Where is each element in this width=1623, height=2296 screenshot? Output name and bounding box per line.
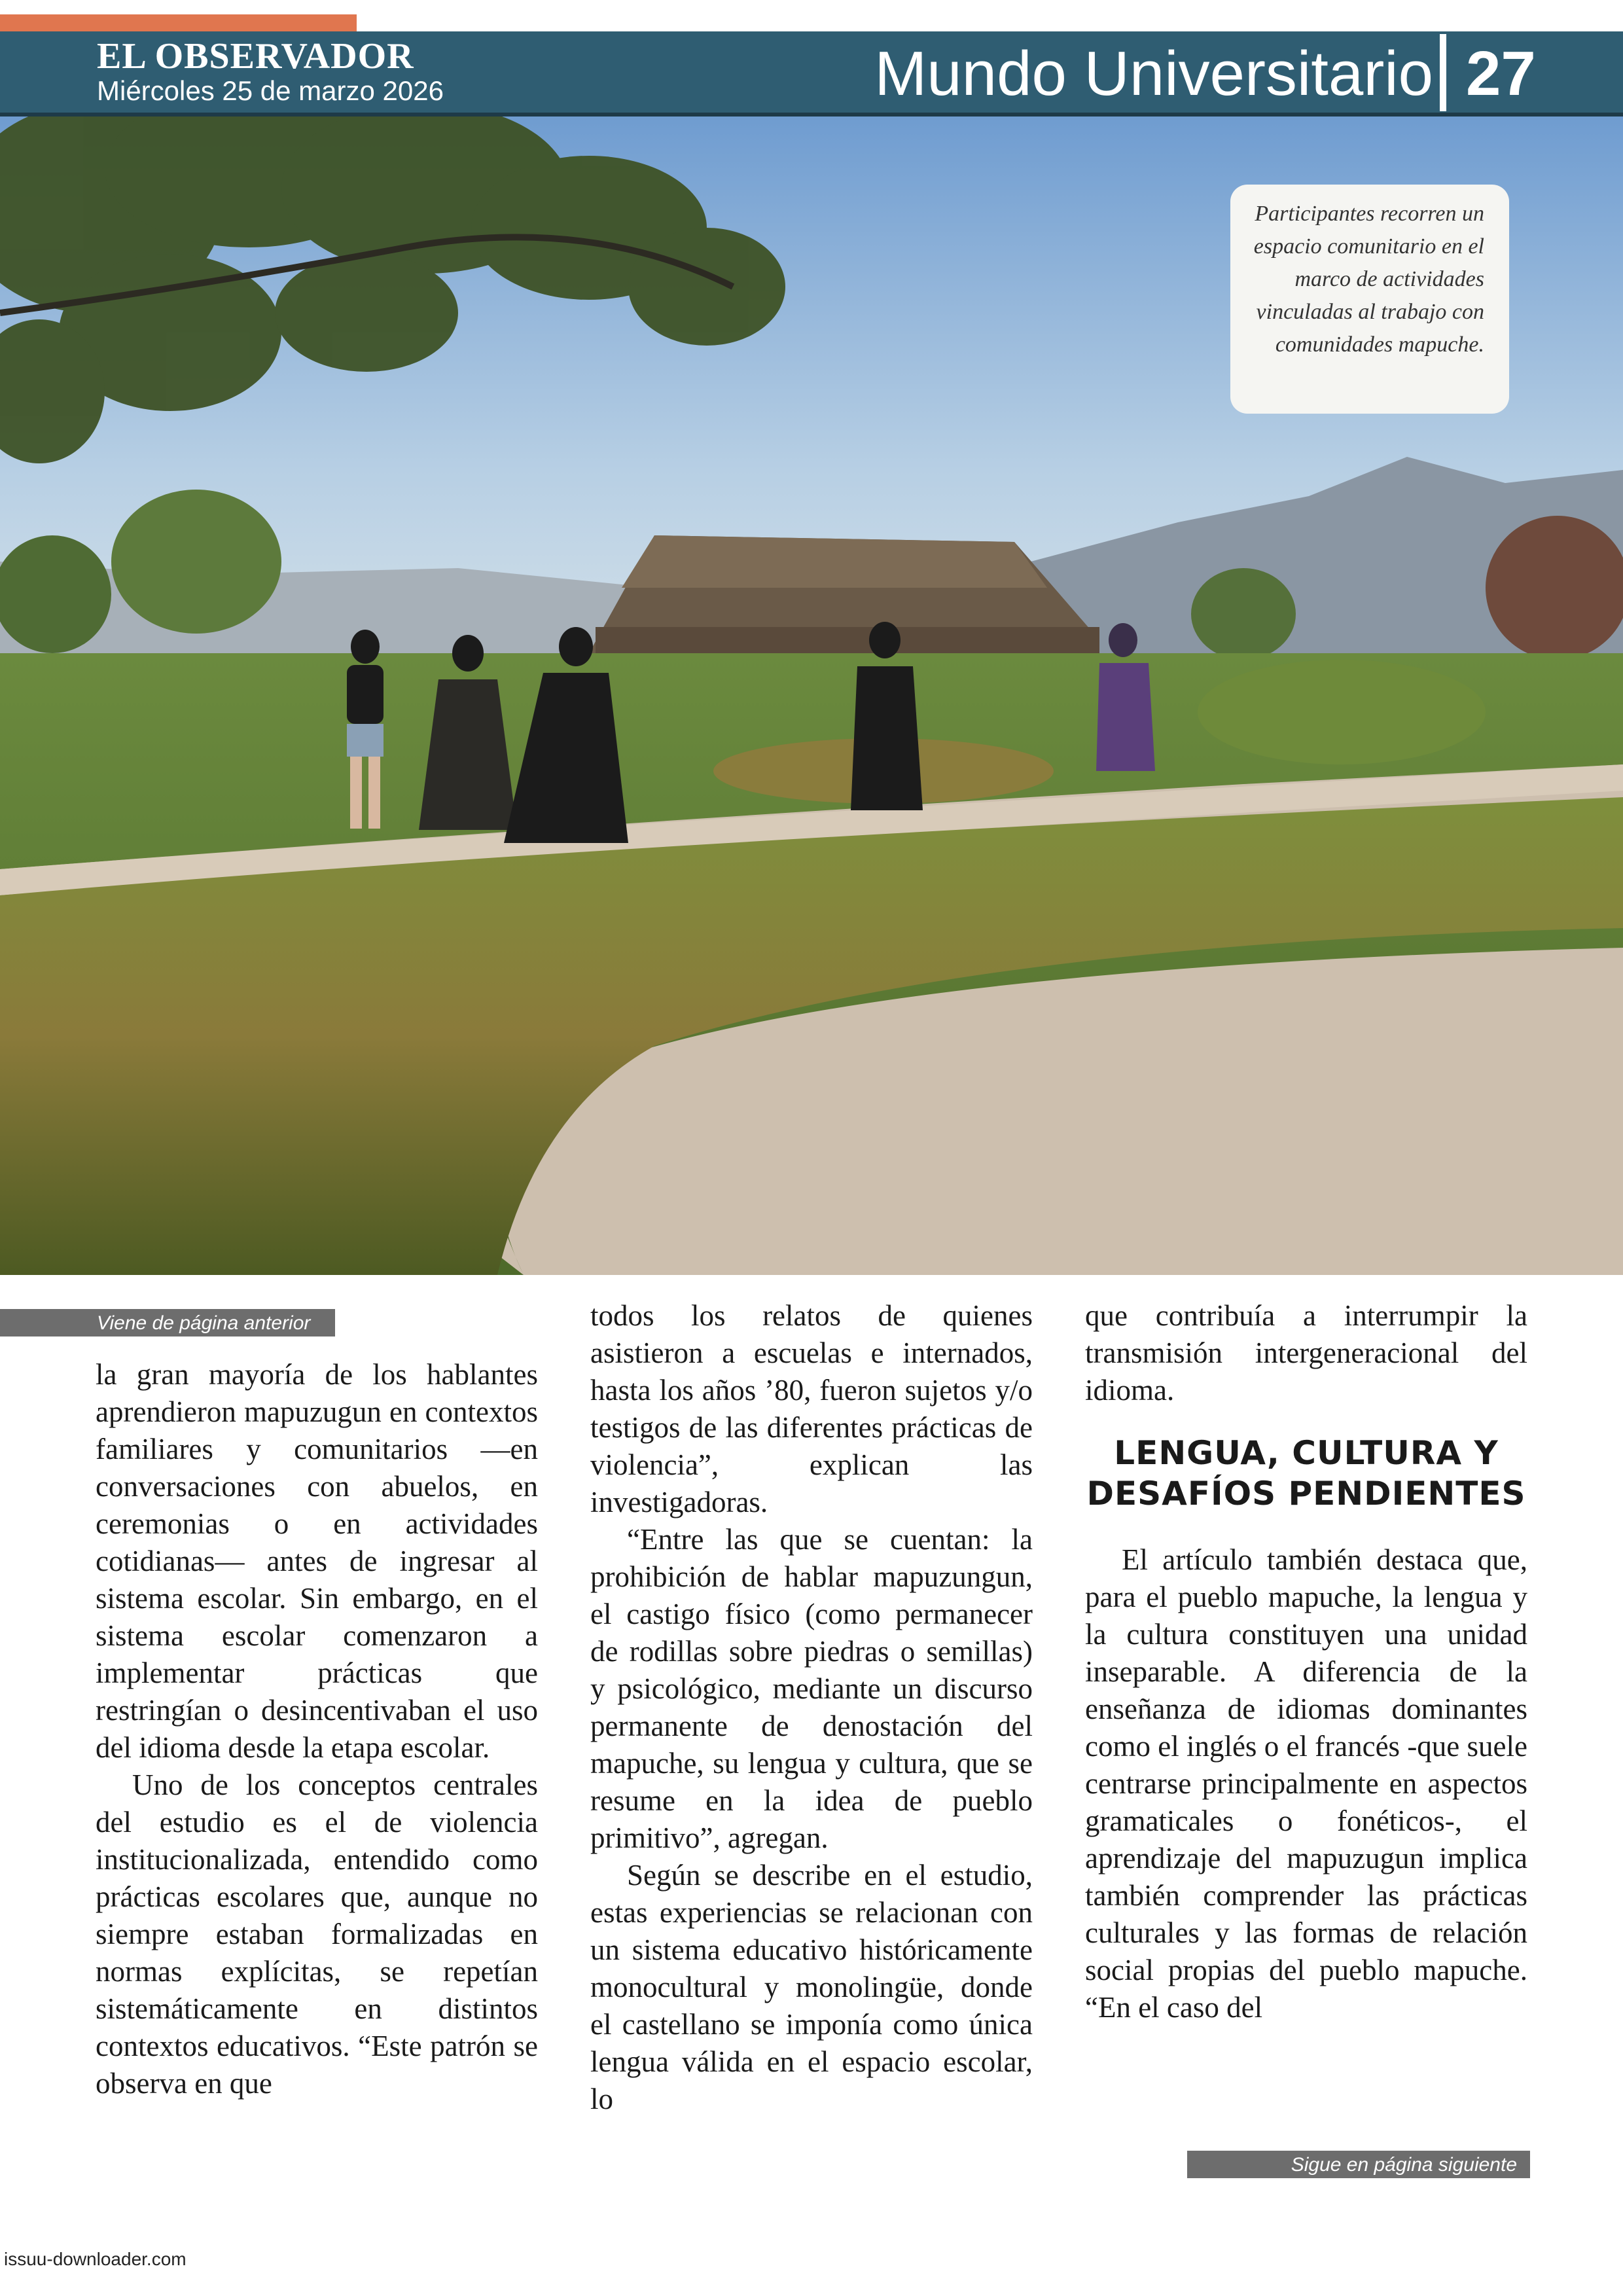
section-title: Mundo Universitario xyxy=(874,39,1433,109)
paragraph: “Entre las que se cuentan: la prohibición de hablar mapuzungun, el castigo físico (como permanecer de rodillas sobre piedras o semillas) y psicológico, mediante un discurso permanente de denostación del mapuche, su lengua y cultura, que se resume en la idea de pueblo primitivo”, agregan. xyxy=(590,1523,1033,1854)
paragraph: todos los relatos de quienes asistieron a escuelas e internados, hasta los años ’80, fueron sujetos y/o testigos de las diferentes prácticas de violencia”, explican las investigadoras. xyxy=(590,1299,1033,1518)
article-column-1 xyxy=(96,1356,538,2102)
article-column-3 xyxy=(1085,1297,1527,2026)
continued-on-label: Sigue en página siguiente xyxy=(1291,2154,1517,2176)
article-column-2 xyxy=(590,1297,1033,2118)
article-subheading xyxy=(1085,1433,1527,1514)
paragraph: Según se describe en el estudio, estas experiencias se relacionan con un sistema educativo históricamente monocultural y monolingüe, donde el castellano se imponía como única lengua válida en el espacio escolar, lo xyxy=(590,1859,1033,2115)
header-divider xyxy=(1440,34,1446,111)
photo-caption-text: Participantes recorren un espacio comunitario en el marco de actividades vinculadas al trabajo con comunidades mapuche. xyxy=(1253,202,1484,357)
photo-caption xyxy=(1230,185,1509,414)
subheading-line-1: LENGUA, CULTURA Y xyxy=(1114,1434,1499,1472)
source-watermark: issuu-downloader.com xyxy=(4,2249,187,2269)
header-accent-bar xyxy=(0,14,357,31)
paragraph: la gran mayoría de los hablantes aprendieron mapuzugun en contextos familiares y comunitarios —en conversaciones con abuelos, en ceremonias o en actividades cotidianas— antes de ingresar al sistema escolar. Sin embargo, en el sistema escolar comenzaron a implementar prácticas que restringían o desincentivaban el uso del idioma desde la etapa escolar. xyxy=(96,1358,538,1764)
paragraph: El artículo también destaca que, para el pueblo mapuche, la lengua y la cultura constituyen una unidad inseparable. A diferencia de la enseñanza de idiomas dominantes como el inglés o el francés -que suele centrarse principalmente en aspectos gramaticales o fonéticos-, el aprendizaje del mapuzugun implica también comprender las prácticas culturales y las formas de relación social propias del pueblo mapuche. “En el caso del xyxy=(1085,1543,1527,2024)
masthead: EL OBSERVADOR xyxy=(97,36,414,77)
continued-on-tag xyxy=(1187,2151,1530,2178)
paragraph: Uno de los conceptos centrales del estudio es el de violencia institucionalizada, entendido como prácticas escolares que, aunque no siempre estaban formalizadas en normas explícitas, se repetían sistemáticamente en distintos contextos educativos. “Este patrón se observa en que xyxy=(96,1768,538,2100)
page-number: 27 xyxy=(1466,39,1536,109)
issue-date: Miércoles 25 de marzo 2026 xyxy=(97,75,444,106)
paragraph: que contribuía a interrumpir la transmisión intergeneracional del idioma. xyxy=(1085,1299,1527,1407)
continued-from-label: Viene de página anterior xyxy=(97,1312,311,1334)
subheading-line-2: DESAFÍOS PENDIENTES xyxy=(1086,1475,1526,1513)
continued-from-tag xyxy=(0,1309,335,1336)
